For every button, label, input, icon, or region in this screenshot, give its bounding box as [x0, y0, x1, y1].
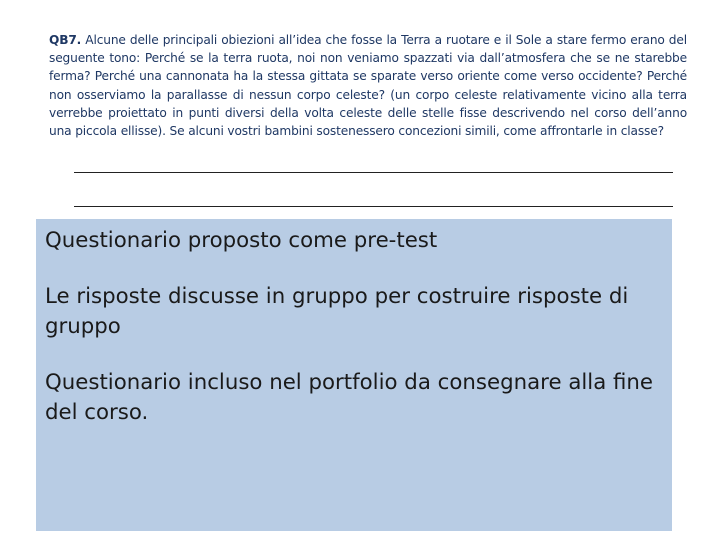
note-pre-test: Questionario proposto come pre-test [45, 228, 438, 253]
question-text: Alcune delle principali obiezioni all’idea che fosse la Terra a ruotare e il Sole a stare fermo erano del seguente tono: Perché se la terra ruota, noi non veniamo spazzati via dall’atmosfera che se ne starebbe ferma? Perché una cannonata ha la stessa gittata se sparate verso oriente come verso occidente? Perché non osserviamo la parallasse di nessun corpo celeste? (un corpo celeste relativamente vicino alla terra verrebbe proiettato in punti diversi della volta celeste delle stelle fisse descrivendo nel corso dell’anno una piccola ellisse). Se alcuni vostri bambini sostenessero concezioni simili, come affrontarle in classe? [49, 33, 687, 139]
question-id: QB7. [49, 33, 82, 47]
note-group-answers: Le risposte discusse in gruppo per costruire risposte di gruppo [45, 284, 629, 339]
answer-line [74, 172, 673, 173]
answer-line [74, 206, 673, 207]
note-portfolio: Questionario incluso nel portfolio da consegnare alla fine del corso. [45, 370, 654, 425]
question-block [49, 31, 687, 140]
notes-panel [36, 219, 672, 531]
